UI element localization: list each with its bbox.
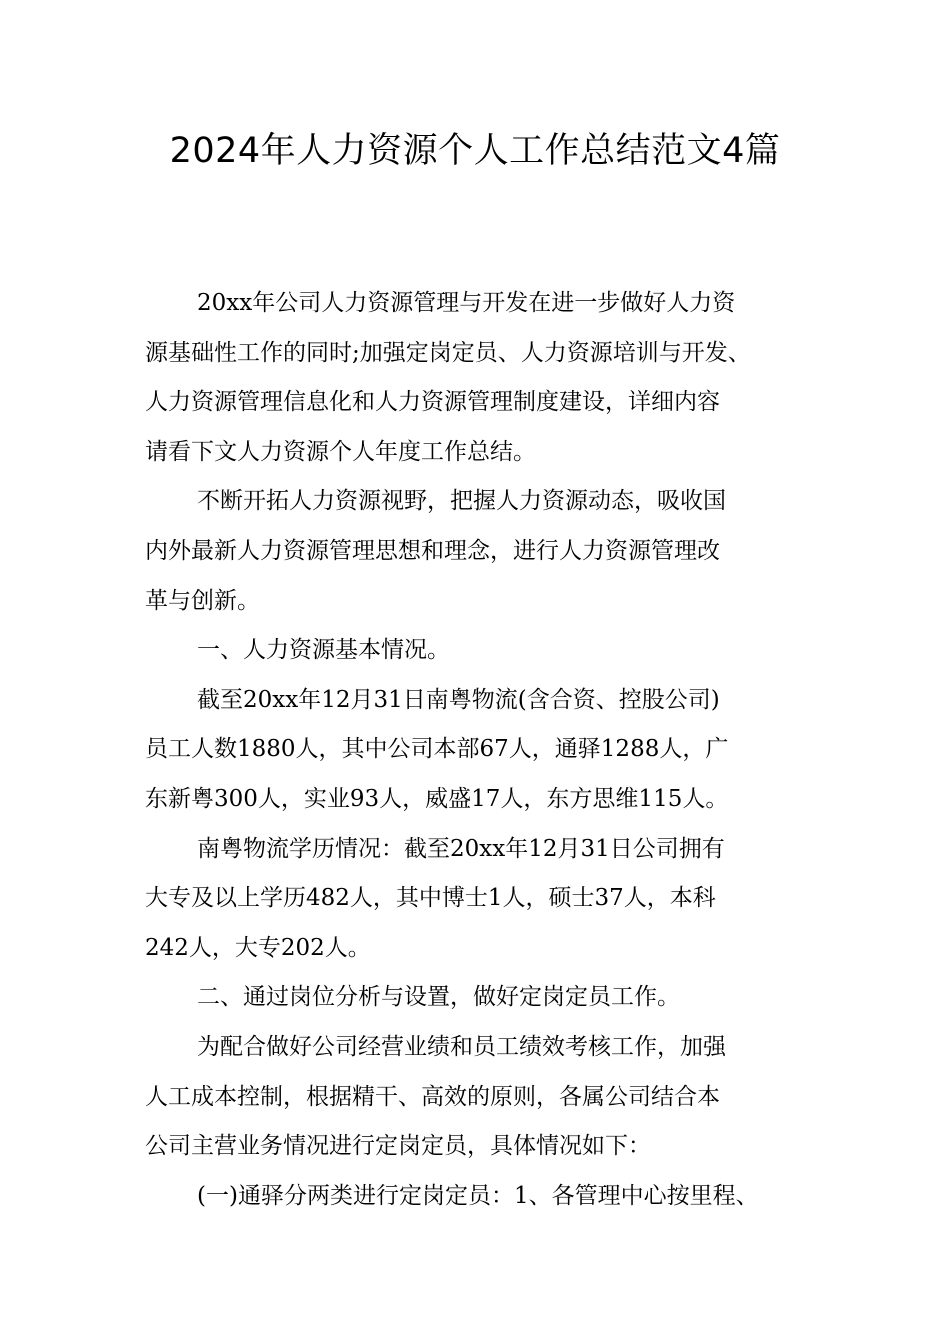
- paragraph-line: 242人，大专202人。: [145, 934, 371, 961]
- paragraph-line: (一)通驿分两类进行定岗定员：1、各管理中心按里程、: [197, 1182, 759, 1209]
- paragraph-line: 人力资源管理信息化和人力资源管理制度建设，详细内容: [145, 389, 720, 416]
- paragraph-line: 请看下文人力资源个人年度工作总结。: [145, 438, 536, 465]
- paragraph-tongyi: [145, 1172, 815, 1222]
- section-heading-job-analysis: [145, 973, 815, 1023]
- paragraph-line: 大专及以上学历482人，其中博士1人，硕士37人，本科: [145, 885, 716, 912]
- paragraph-intro: [145, 279, 815, 477]
- document-body: [145, 279, 815, 1221]
- paragraph-education: [145, 825, 815, 974]
- section-heading: 二、通过岗位分析与设置，做好定岗定员工作。: [197, 984, 680, 1011]
- paragraph-line: 不断开拓人力资源视野，把握人力资源动态，吸收国: [197, 488, 726, 515]
- paragraph-line: 为配合做好公司经营业绩和员工绩效考核工作，加强: [197, 1033, 726, 1060]
- paragraph-line: 内外最新人力资源管理思想和理念，进行人力资源管理改: [145, 537, 720, 564]
- paragraph-line: 20xx年公司人力资源管理与开发在进一步做好人力资: [197, 290, 736, 316]
- paragraph-line: 截至20xx年12月31日南粤物流(含合资、控股公司): [197, 686, 720, 713]
- paragraph-line: 公司主营业务情况进行定岗定员，具体情况如下：: [145, 1133, 651, 1160]
- paragraph-line: 东新粤300人，实业93人，威盛17人，东方思维115人。: [145, 785, 729, 812]
- paragraph-line: 革与创新。: [145, 587, 260, 614]
- paragraph-line: 员工人数1880人，其中公司本部67人，通驿1288人，广: [145, 736, 729, 763]
- paragraph-staffing: [145, 1023, 815, 1172]
- paragraph-line: 南粤物流学历情况：截至20xx年12月31日公司拥有: [197, 835, 725, 862]
- paragraph-line: 源基础性工作的同时;加强定岗定员、人力资源培训与开发、: [145, 339, 751, 366]
- document-title: 2024年人力资源个人工作总结范文4篇: [169, 131, 781, 171]
- section-heading: 一、人力资源基本情况。: [197, 637, 450, 664]
- section-heading-basic-situation: [145, 626, 815, 676]
- paragraph-headcount: [145, 676, 815, 825]
- paragraph-vision: [145, 477, 815, 626]
- paragraph-line: 人工成本控制，根据精干、高效的原则，各属公司结合本: [145, 1083, 720, 1110]
